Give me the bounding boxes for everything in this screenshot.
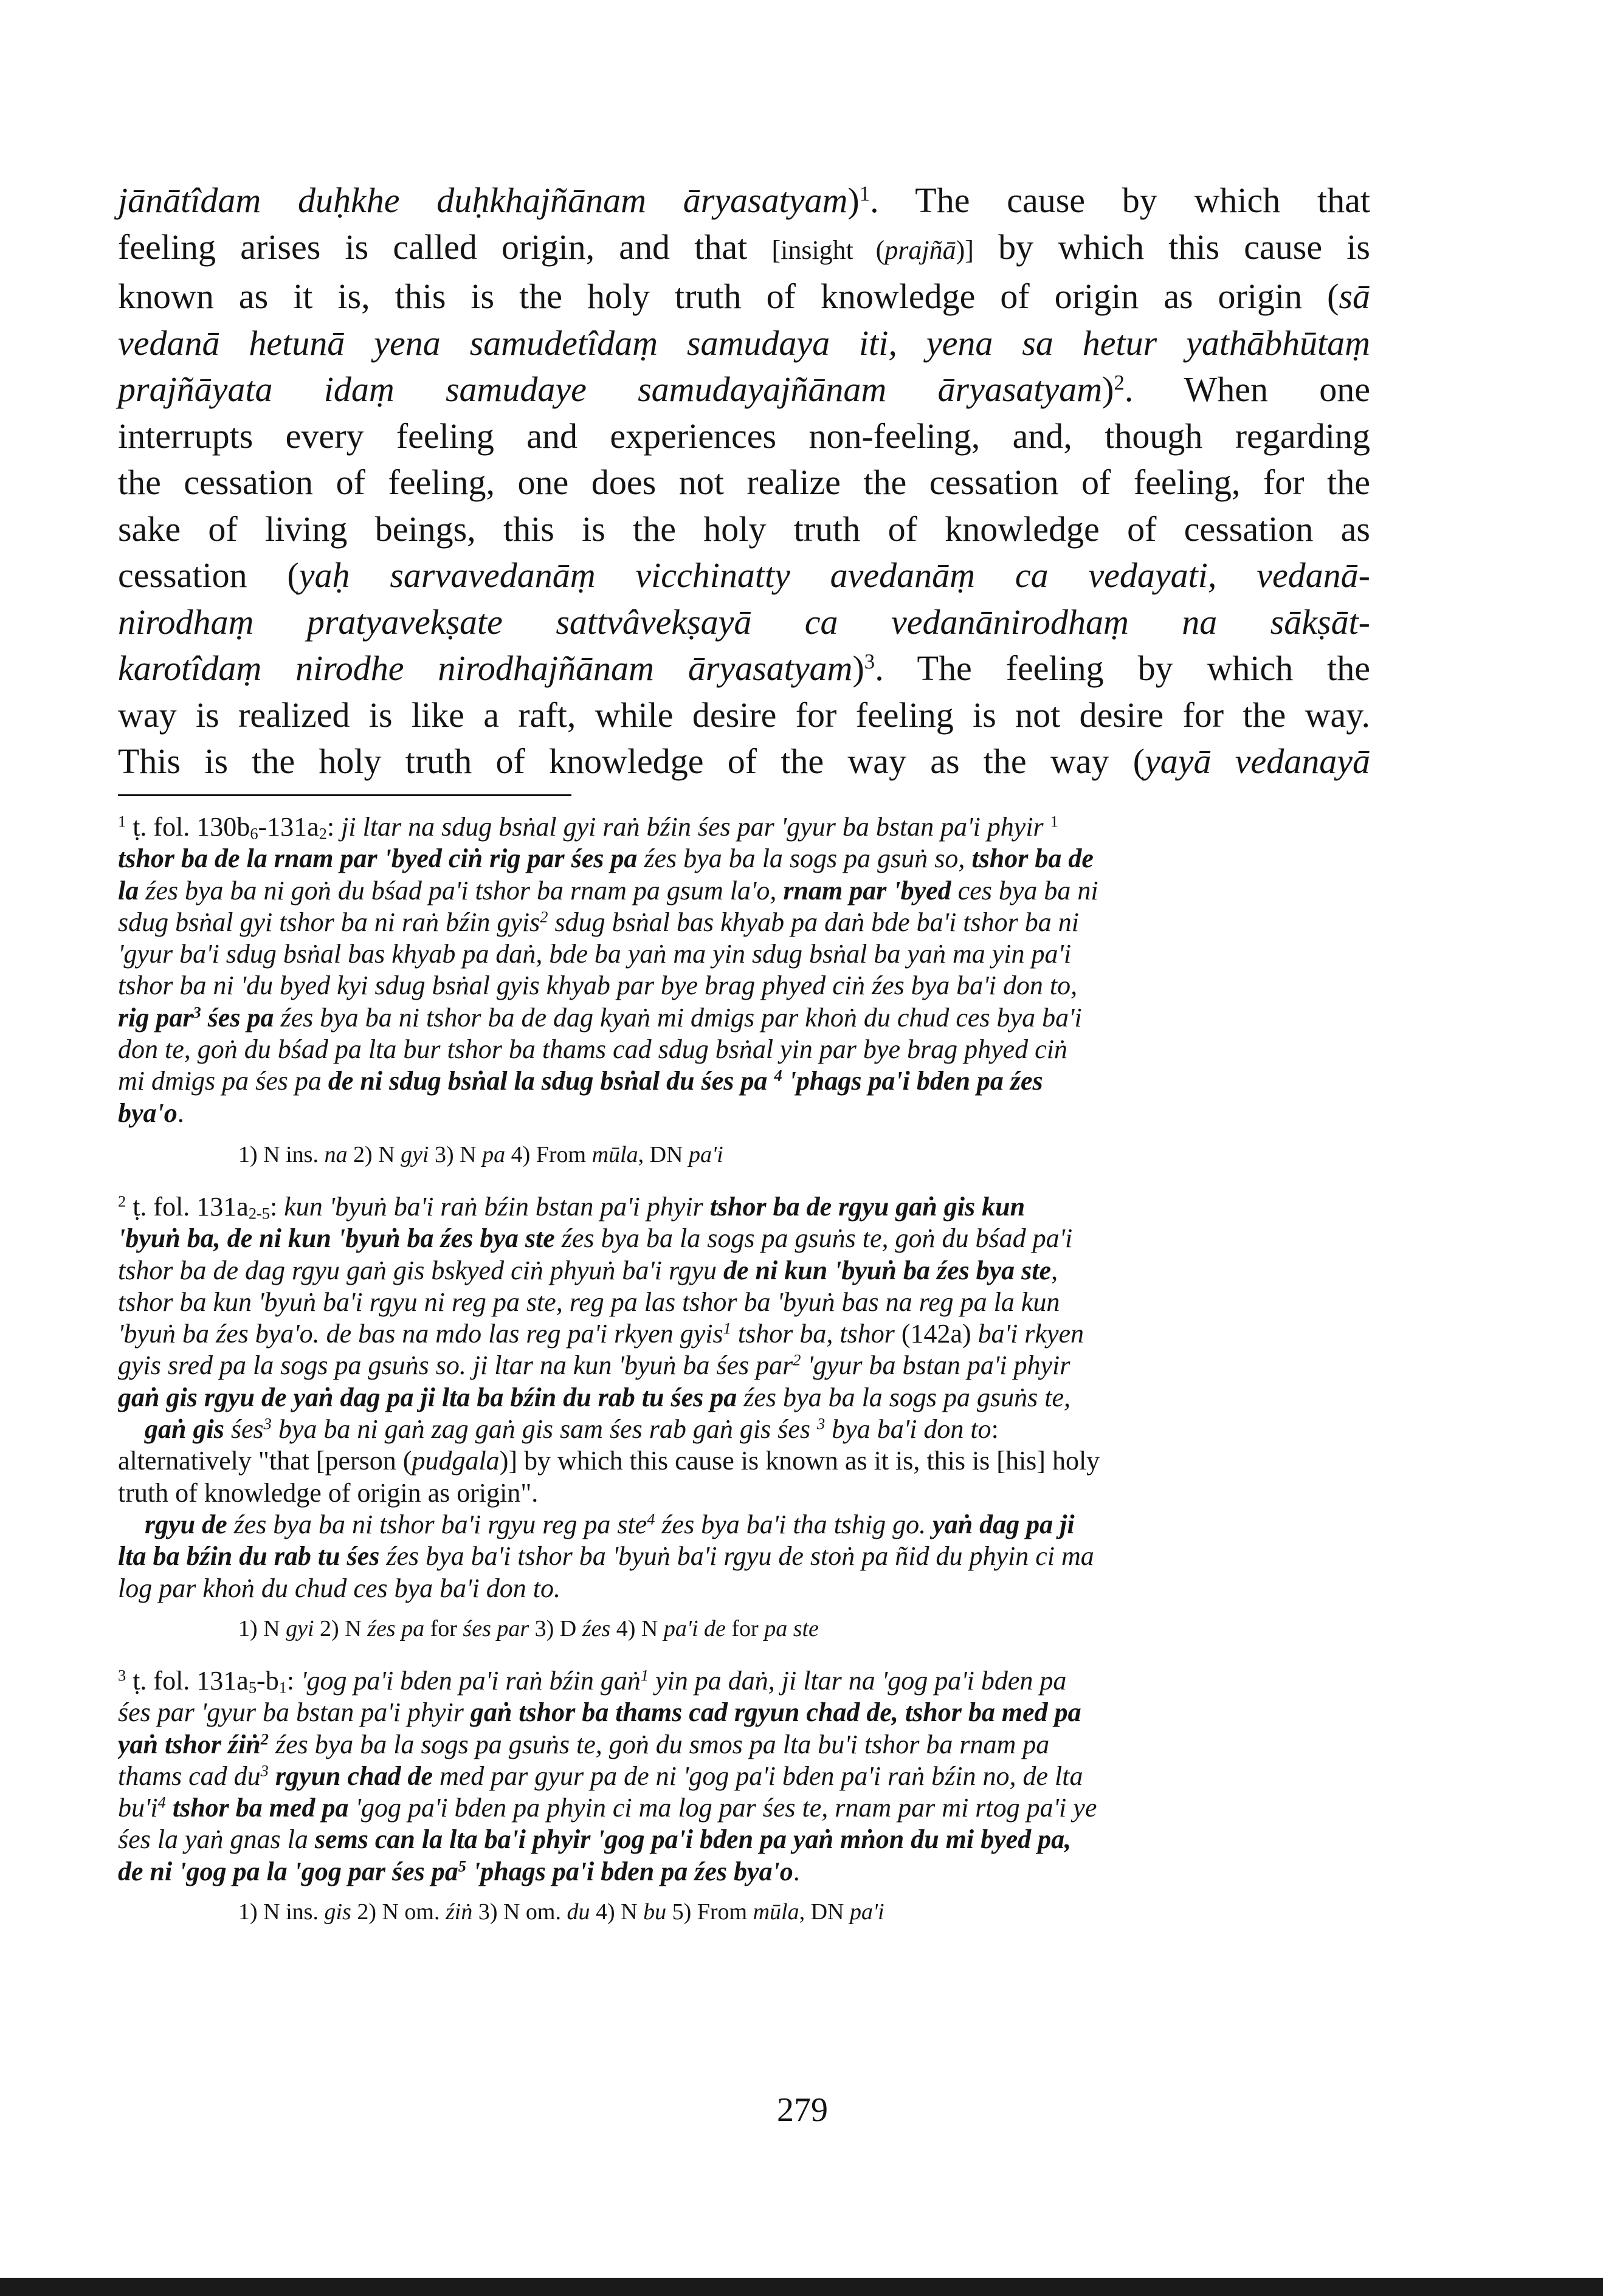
main-line: nirodhaṃ pratyavekṣate sattvâvekṣayā ca vedanānirodhaṃ na sākṣāt-	[118, 602, 1370, 642]
footnote-line: bya'o.	[118, 1098, 184, 1128]
footnote-line: śes par 'gyur ba bstan pa'i phyir gaṅ tshor ba thams cad rgyun chad de, tshor ba med pa	[118, 1697, 1081, 1728]
footnote-line: lta ba bźin du rab tu śes źes bya ba'i tshor ba 'byuṅ ba'i rgyu de stoṅ pa ñid du phyin ci ma	[118, 1541, 1094, 1572]
footnote-line: sdug bsṅal gyi tshor ba ni raṅ bźin gyis$^2$ sdug bsṅal bas khyab pa daṅ bde ba'i tshor ba ni	[118, 907, 1079, 937]
footnote-line: de ni 'gog pa la 'gog par śes $pa^5$ 'phags pa'i bden pa źes bya'o.	[118, 1856, 800, 1886]
footnote-separator	[118, 794, 571, 796]
footnote-line: mi dmigs pa śes pa de ni sdug bsṅal la sdug bsṅal du śes pa $^4$ 'phags pa'i bden pa źes	[118, 1066, 1043, 1096]
main-line: karotîdaṃ nirodhe nirodhajñānam āryasatyam)$^3$. The feeling by which the	[118, 648, 1370, 688]
footnote-line: rgyu de źes bya ba ni tshor ba'i rgyu reg pa ste$^4$ źes bya ba'i tha tshig go. yaṅ dag pa ji	[145, 1509, 1075, 1539]
footnote-2-variants: 1) N gyi 2) N źes pa for śes par 3) D źes 4) N pa'i de for pa ste	[238, 1616, 819, 1641]
page-number: 279	[777, 2091, 828, 2129]
main-line: cessation (yaḥ sarvavedanāṃ vicchinatty avedanāṃ ca vedayati, vedanā-	[118, 555, 1370, 595]
footnote-line: 'byuṅ ba źes bya'o. de bas na mdo las reg pa'i rkyen gyis$^1$ tshor ba, tshor (142a) ba'i rkyen	[118, 1319, 1084, 1349]
main-line: way is realized is like a raft, while desire for feeling is not desire for the way.	[118, 695, 1370, 735]
main-line: prajñāyata idaṃ samudaye samudayajñānam āryasatyam)$^2$. When one	[118, 369, 1370, 409]
footnote-line: $^2$ ṭ. fol. $131a_{2-5}$: kun 'byuṅ ba'i raṅ bźin bstan pa'i phyir tshor ba de rgyu gaṅ gis kun	[118, 1192, 1026, 1223]
footnote-1-variants: 1) N ins. na 2) N gyi 3) N pa 4) From mūla, DN pa'i	[238, 1142, 723, 1167]
main-line: known as it is, this is the holy truth of knowledge of origin as origin (sā	[118, 277, 1370, 316]
footnote-line: $bu'i^4$ tshor ba med pa 'gog pa'i bden pa phyin ci ma log par śes te, rnam par mi rtog pa'i ye	[118, 1793, 1097, 1823]
footnote-line: 'gyur ba'i sdug bsṅal bas khyab pa daṅ, bde ba yaṅ ma yin sdug bsṅal ba yaṅ ma yin pa'i	[118, 939, 1072, 969]
scan-edge	[0, 2278, 1603, 2296]
footnote-line: truth of knowledge of origin as origin".	[118, 1477, 539, 1508]
footnote-line: don te, goṅ du bśad pa lta bur tshor ba thams cad sdug bsṅal yin par bye brag phyed ciṅ	[118, 1034, 1067, 1065]
footnote-3	[118, 1665, 1370, 1888]
main-line: sake of living beings, this is the holy truth of knowledge of cessation as	[118, 509, 1370, 549]
footnote-line: 'byuṅ ba, de ni kun 'byuṅ ba źes bya ste źes bya ba la sogs pa gsuṅs te, goṅ du bśad pa'i	[118, 1223, 1073, 1254]
main-line: interrupts every feeling and experiences non-feeling, and, though regarding	[118, 416, 1370, 456]
footnote-2	[118, 1191, 1370, 1604]
footnote-line: gaṅ gis rgyu de yaṅ dag pa ji lta ba bźin du rab tu śes pa źes bya ba la sogs pa gsuṅs te,	[118, 1382, 1071, 1412]
footnote-line: tshor ba de la rnam par 'byed ciṅ rig par śes pa źes bya ba la sogs pa gsuṅ so, tshor ba de	[118, 844, 1094, 874]
footnote-line: alternatively "that [person (pudgala)] by which this cause is known as it is, this is [his] holy	[118, 1446, 1100, 1476]
footnote-1	[118, 811, 1370, 1129]
footnote-line: gyis sred pa la sogs pa gsuṅs so. ji ltar na kun 'byuṅ ba śes par$^2$ 'gyur ba bstan pa'i phyir	[118, 1350, 1070, 1381]
footnote-line: tshor ba de dag rgyu gaṅ gis bskyed ciṅ phyuṅ ba'i rgyu de ni kun 'byuṅ ba źes bya ste,	[118, 1255, 1058, 1285]
main-line: the cessation of feeling, one does not realize the cessation of feeling, for the	[118, 462, 1370, 502]
footnote-line: la źes bya ba ni goṅ du bśad pa'i tshor ba rnam pa gsum la'o, rnam par 'byed ces bya ba ni	[118, 875, 1098, 906]
main-line: vedanā hetunā yena samudetîdaṃ samudaya iti, yena sa hetur yathābhūtaṃ	[118, 323, 1370, 363]
main-line: This is the holy truth of knowledge of the way as the way (yayā vedanayā	[118, 741, 1371, 781]
footnote-line: tshor ba kun 'byuṅ ba'i rgyu ni reg pa ste, reg pa las tshor ba 'byuṅ bas na reg pa la kun	[118, 1287, 1060, 1317]
footnote-line: yaṅ tshor źiṅ$^2$ źes bya ba la sogs pa gsuṅs te, goṅ du smos pa lta bu'i tshor ba rnam pa	[118, 1729, 1050, 1759]
footnote-line: thams cad $du^3$ rgyun chad de med par gyur pa de ni 'gog pa'i bden pa'i raṅ bźin no, de lta	[118, 1761, 1083, 1791]
main-text	[118, 177, 1370, 785]
footnote-line: log par khoṅ du chud ces bya ba'i don to.	[118, 1573, 560, 1603]
footnote-line: tshor ba ni 'du byed kyi sdug bsṅal gyis khyab par bye brag phyed ciṅ źes bya ba'i don to,	[118, 971, 1078, 1001]
footnote-line: rig par$^3$ śes pa źes bya ba ni tshor ba de dag kyaṅ mi dmigs par khoṅ du chud ces bya ba'i	[118, 1002, 1082, 1033]
main-line: feeling arises is called origin, and that [insight (prajñā)] by which this cause is	[118, 227, 1370, 267]
footnote-line: śes la yaṅ gnas la sems can la lta ba'i phyir 'gog pa'i bden pa yaṅ mṅon du mi byed pa,	[118, 1824, 1072, 1855]
footnote-3-variants: 1) N ins. gis 2) N om. źiṅ 3) N om. du 4) N bu 5) From mūla, DN pa'i	[238, 1899, 884, 1925]
footnote-line: gaṅ gis śes$^3$ bya ba ni gaṅ zag gaṅ gis sam śes rab gaṅ gis śes $^3$ bya ba'i don to:	[145, 1414, 999, 1445]
main-line: jānātîdam duḥkhe duḥkhajñānam āryasatyam)$^1$. The cause by which that	[118, 180, 1371, 220]
footnote-line: $^3$ ṭ. fol. $131a_5-b_1$: 'gog pa'i bden pa'i raṅ bźin gaṅ$^1$ yin pa daṅ, ji ltar na 'gog pa'i bden pa	[118, 1666, 1067, 1697]
footnote-line: $^1$ ṭ. fol. $130b_6-131a_2$: ji ltar na sdug bsṅal gyi raṅ bźin śes par 'gyur ba bstan pa'i phyir $^1$	[118, 812, 1058, 843]
